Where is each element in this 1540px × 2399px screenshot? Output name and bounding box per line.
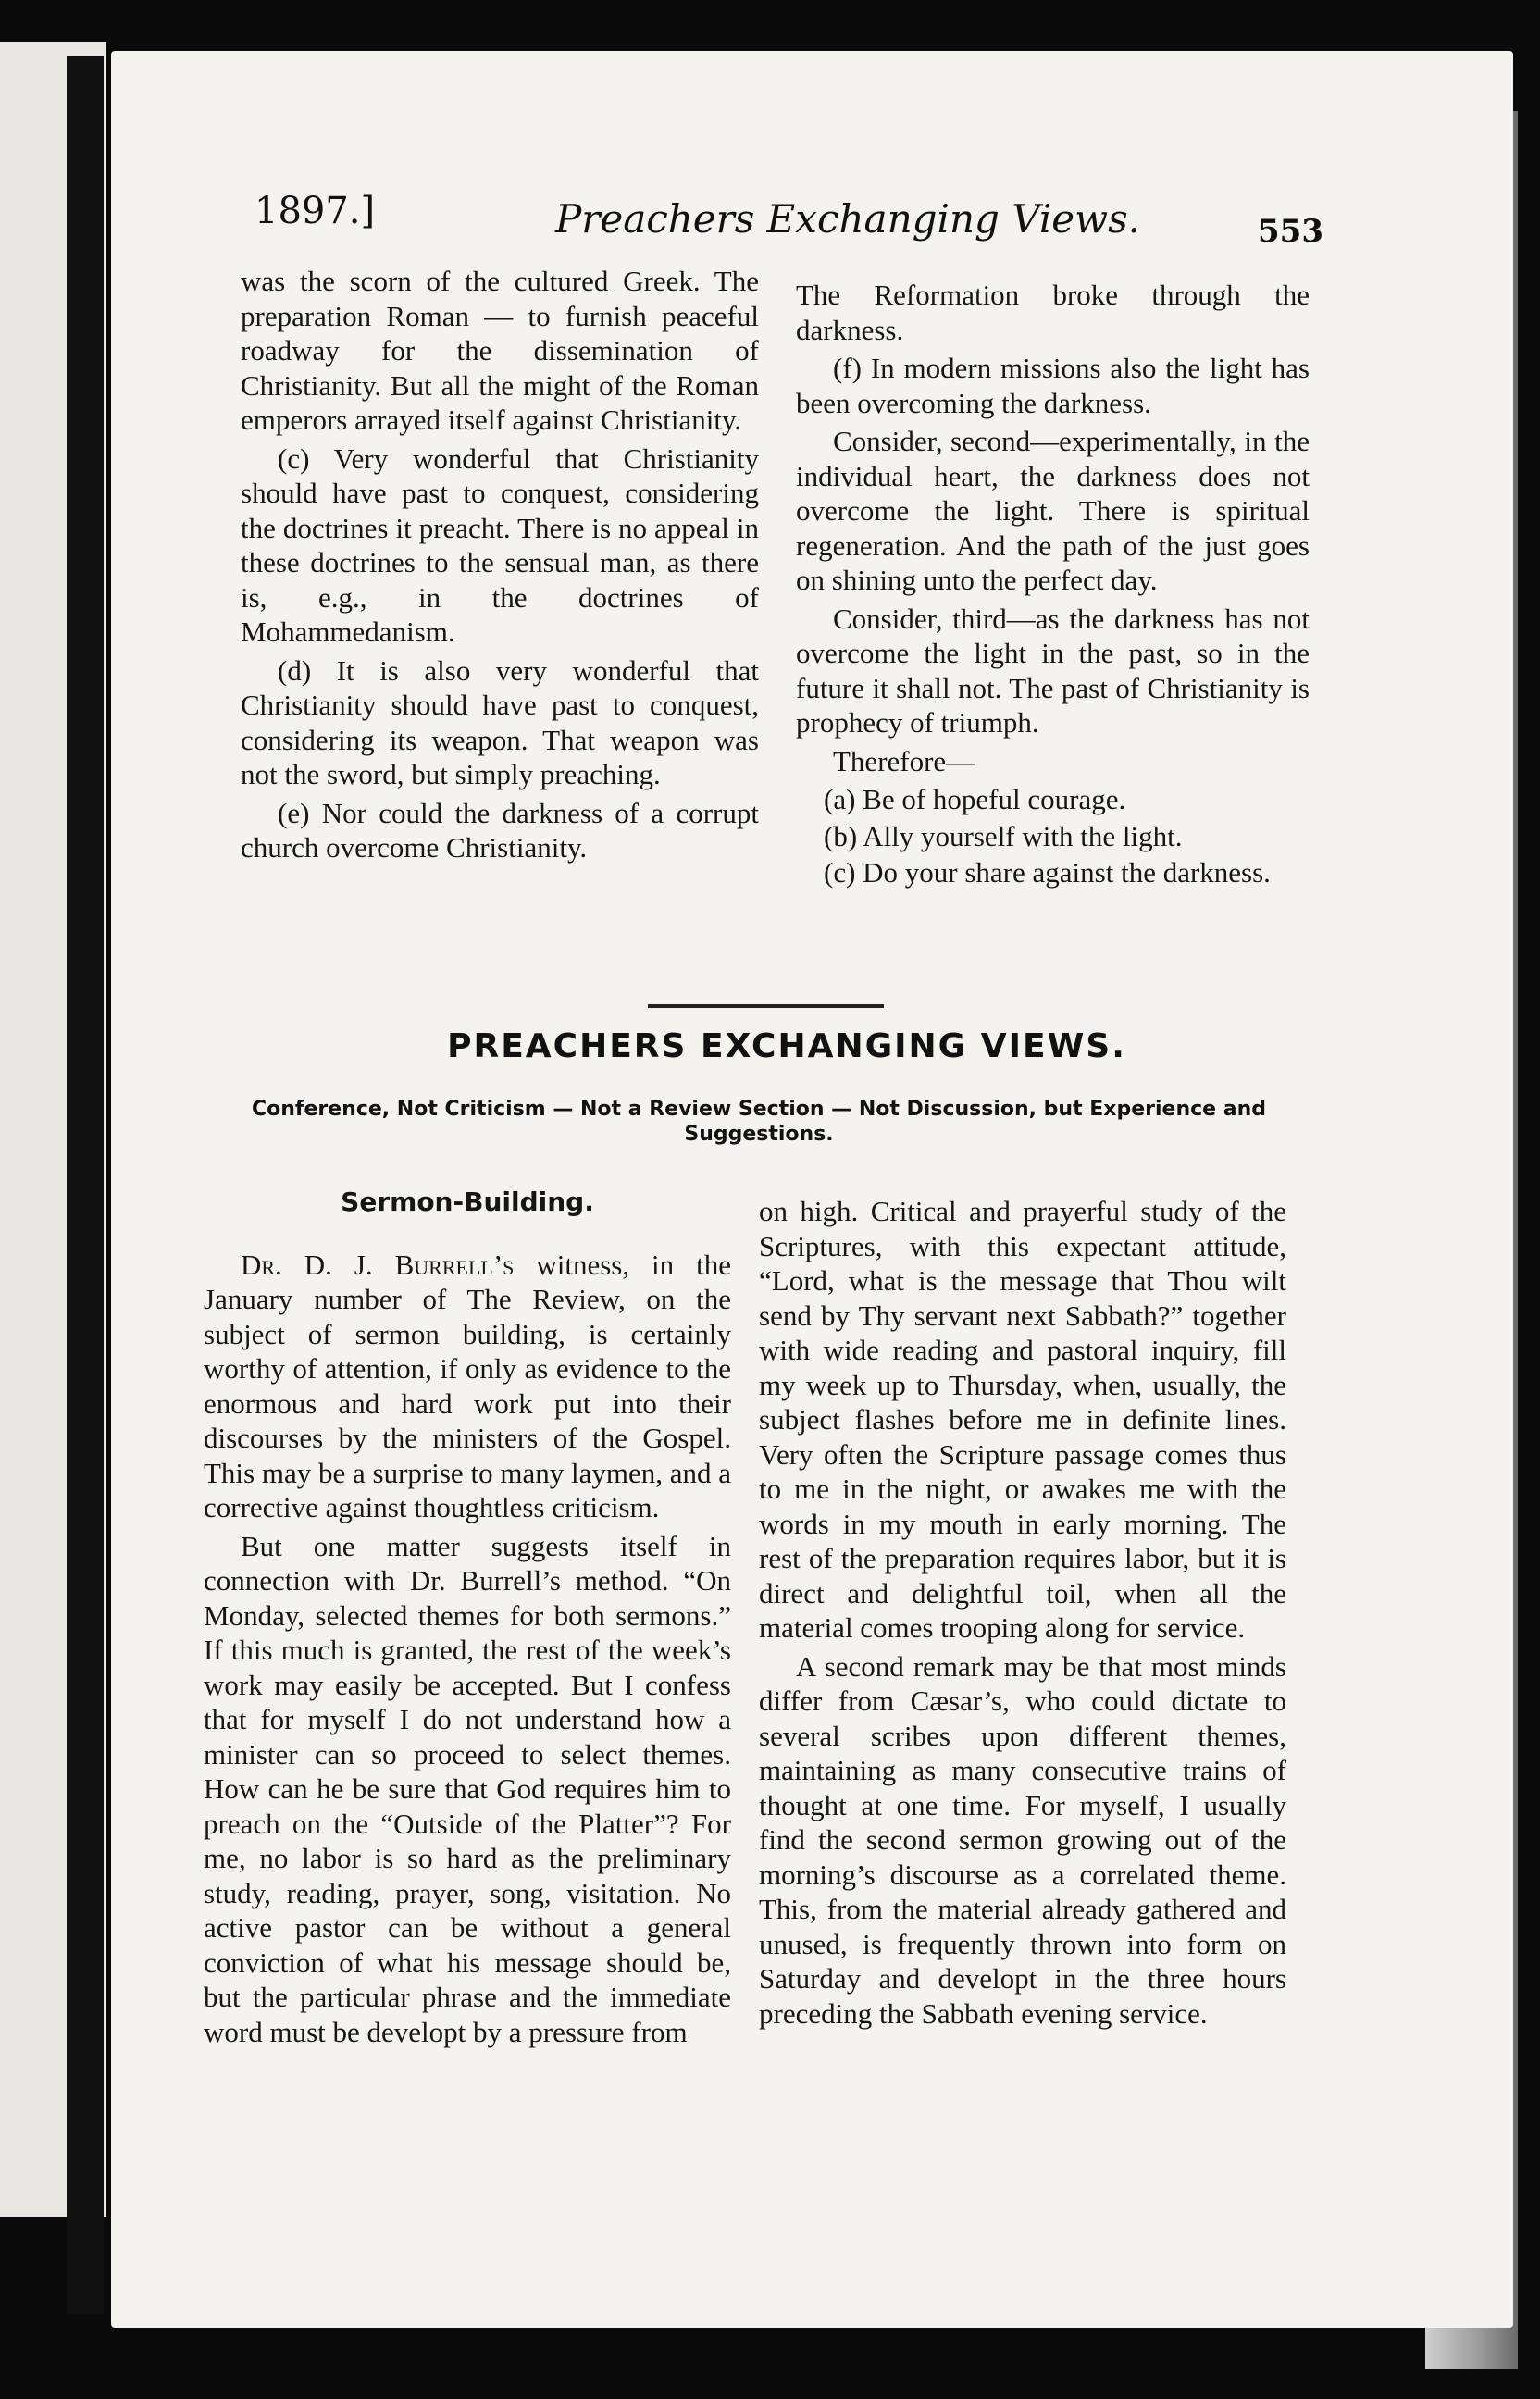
list-item: (a) Be of hopeful courage. xyxy=(824,783,1126,815)
list-item: (c) Do your share against the darkness. xyxy=(824,856,1271,889)
paragraph: Consider, second—experimentally, in the individual heart, the darkness does not overcome the light. There is spiritual regeneration. And the path of the just goes on shining unto the perfect day. xyxy=(796,425,1310,596)
paragraph: (f) In modern missions also the light has been overcoming the darkness. xyxy=(796,352,1310,419)
header-year: 1897.] xyxy=(255,190,376,232)
paragraph: (d) It is also very wonderful that Christianity should have past to conquest, considering its weapon. That weapon was not the sword, but simply preaching. xyxy=(241,653,759,790)
paragraph: A second remark may be that most minds differ from Cæsar’s, who could dictate to several scribes upon different themes, maintaining as many consecutive trains of thought at one time. For myself, I usually find the second sermon growing out of the morning’s discourse as a correlated theme. This, from the material already gathered and unused, is frequently thrown into form on Saturday and developt in the three hours preceding the Sabbath evening service. xyxy=(759,1649,1286,2030)
paragraph: on high. Critical and prayerful study of the Scriptures, with this expectant attitude, “Lord, what is the message that Thou wilt send by Thy servant next Sabbath?” together with wide reading and pastoral inquiry, fill my week up to Thursday, when, usually, the subject flashes before me in definite lines. Very often the Scripture passage comes thus to me in the night, or awakes me with the words in my mouth in early morning. The rest of the preparation requires labor, but it is direct and delightful toil, when all the material comes trooping along for service. xyxy=(759,1195,1286,1644)
section-title: PREACHERS EXCHANGING VIEWS. xyxy=(447,1027,1126,1065)
section-divider xyxy=(648,1004,884,1008)
column-top-left xyxy=(241,264,759,869)
lead-text: witness, in the January number of The Review, on the subject of sermon building, is certainly worthy of attention, if only as evidence to the enormous and hard work put into their discourses by the ministers of the Gospel. This may be a surprise to many laymen, and a corrective against thoughtless criticism. xyxy=(204,1248,731,1523)
paragraph: (c) Very wonderful that Christianity should have past to conquest, considering the doctrines it preacht. There is no appeal in these doctrines to the sensual man, as there is, e.g., in the doctrines of Mohammedanism. xyxy=(241,441,759,648)
paragraph: Consider, third—as the darkness has not overcome the light in the past, so in the future it shall not. The past of Christianity is prophecy of triumph. xyxy=(796,602,1310,739)
article-heading: Sermon-Building. xyxy=(341,1187,594,1217)
paragraph xyxy=(204,1248,731,1525)
section-subtitle: Conference, Not Criticism — Not a Review Section — Not Discussion, but Experience and Suggestions. xyxy=(251,1098,1266,1146)
column-top-right xyxy=(796,278,1310,892)
article-column-right xyxy=(759,1194,1286,2034)
page-number: 553 xyxy=(1258,213,1323,250)
paragraph: was the scorn of the cultured Greek. The preparation Roman — to furnish peaceful roadway for the dissemination of Christianity. But all the might of the Roman emperors arrayed itself against Christianity. xyxy=(241,265,759,436)
header-title: Preachers Exchanging Views. xyxy=(555,196,1140,242)
book-gutter xyxy=(67,56,104,2314)
author-name: Dr. D. J. Burrell’s xyxy=(241,1248,515,1281)
paragraph: But one matter suggests itself in connection with Dr. Burrell’s method. “On Monday, selected themes for both sermons.” If this much is granted, the rest of the week’s work may easily be accepted. But I confess that for myself I do not understand how a minister can so proceed to select themes. How can he be sure that God requires him to preach on the “Outside of the Platter”? For me, no labor is so hard as the preliminary study, reading, prayer, song, visitation. No active pastor can be without a general conviction of what his message should be, but the particular phrase and the immediate word must be developt by a pressure from xyxy=(204,1529,731,2048)
paragraph: Therefore— xyxy=(833,744,975,777)
paragraph: The Reformation broke through the darkness. xyxy=(796,279,1310,346)
article-column-left xyxy=(204,1185,731,2053)
list-item: (b) Ally yourself with the light. xyxy=(824,819,1183,852)
running-header xyxy=(250,185,1323,250)
paragraph: (e) Nor could the darkness of a corrupt church overcome Christianity. xyxy=(241,796,759,864)
